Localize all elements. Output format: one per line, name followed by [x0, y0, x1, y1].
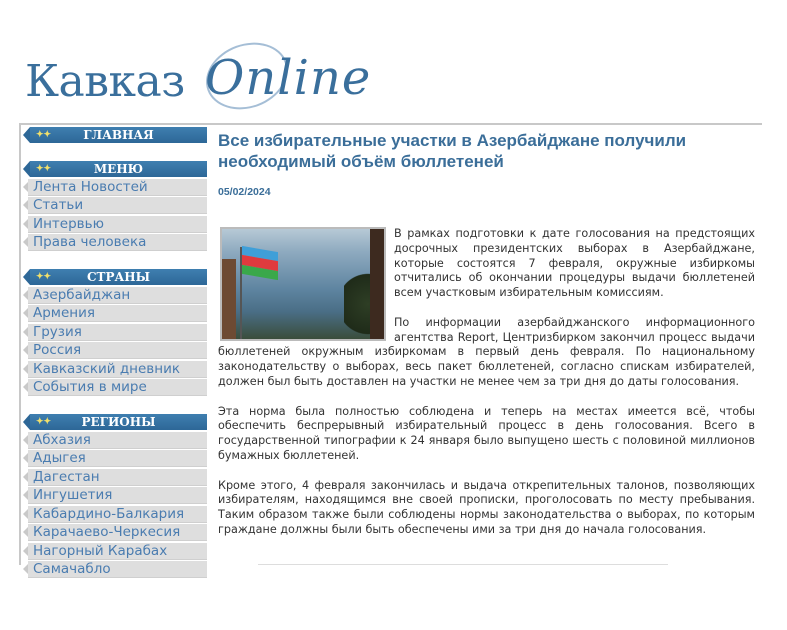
logo-text-kavkaz: Кавказ — [25, 56, 185, 107]
stars-icon: ✦✦ — [36, 130, 52, 140]
sidebar-item-armenia[interactable]: Армения — [28, 305, 207, 322]
nav-section-header-menu — [30, 161, 207, 177]
sidebar-item-ingushetia[interactable]: Ингушетия — [28, 487, 207, 504]
sidebar-item-nagorno-karabakh[interactable]: Нагорный Карабах — [28, 543, 207, 560]
sidebar-item-dagestan[interactable]: Дагестан — [28, 469, 207, 486]
sidebar-item-abkhazia[interactable]: Абхазия — [28, 432, 207, 449]
content-frame-top-border — [19, 123, 762, 125]
sidebar-item-adygea[interactable]: Адыгея — [28, 450, 207, 467]
logo-text-online: Online — [205, 50, 372, 106]
nav-home-button[interactable] — [30, 127, 207, 143]
sidebar-nav — [26, 127, 207, 578]
stars-icon: ✦✦ — [36, 417, 52, 427]
sidebar-item-samachablo[interactable]: Самачабло — [28, 561, 207, 578]
sidebar-item-articles[interactable]: Статьи — [28, 197, 207, 214]
sidebar-item-news-feed[interactable]: Лента Новостей — [28, 179, 207, 196]
sidebar-item-karachay-cherkessia[interactable]: Карачаево-Черкесия — [28, 524, 207, 541]
nav-section-header-regions — [30, 414, 207, 430]
section-title: СТРАНЫ — [86, 270, 151, 284]
sidebar-item-interviews[interactable]: Интервью — [28, 216, 207, 233]
article-date: 05/02/2024 — [218, 186, 271, 198]
article-paragraph: В рамках подготовки к дате голосования на предстоящих досрочных президентских выборах в Азербайджане, которые состоятся 7 февраля, окружные избиркомы отчитались об окончании процедуры выдачи бюллетеней всем участковым избирательным комиссиям. — [394, 227, 755, 300]
sidebar-item-world-events[interactable]: События в мире — [28, 379, 207, 396]
content-frame-left-border — [19, 123, 21, 565]
sidebar-item-russia[interactable]: Россия — [28, 342, 207, 359]
article-paragraph: Эта норма была полностью соблюдена и теперь на местах имеется всё, чтобы обеспечить беспрерывный избирательный процесс в день голосования. Всего в государственной типографии к 24 января было выпущено шесть с половиной миллионов бумажных бюллетеней. — [218, 404, 755, 462]
sidebar-item-caucasus-diary[interactable]: Кавказский дневник — [28, 361, 207, 378]
sidebar-item-azerbaijan[interactable]: Азербайджан — [28, 287, 207, 304]
article-title: Все избирательные участки в Азербайджане получили необходимый объём бюллетеней — [218, 131, 687, 171]
section-title: РЕГИОНЫ — [81, 415, 156, 429]
article-photo — [220, 227, 386, 341]
article-main — [218, 127, 758, 536]
nav-home-label: ГЛАВНАЯ — [83, 128, 154, 142]
nav-section-header-countries — [30, 269, 207, 285]
article-paragraph: Кроме этого, 4 февраля закончилась и выдача открепительных талонов, позволяющих избирателям, находящимся вне своей прописки, проголосовать по месту пребывания. Таким образом также были соблюдены нормы законодательства о выборах, по которым граждане должны были быть обеспечены ими за три дня до начала голосования. — [218, 478, 755, 536]
section-title: МЕНЮ — [93, 162, 144, 176]
article-paragraph: По информации азербайджанского информационного агентства Report, Центризбирком закончил процесс выдачи бюллетеней окружным избиркомам в первый день февраля. По национальному законодательству о выборах, весь пакет бюллетеней, согласно спискам избирателей, должен был быть доставлен на участки не менее чем за три дня до даты голосования. — [218, 315, 755, 388]
stars-icon: ✦✦ — [36, 272, 52, 282]
azerbaijan-flag-icon — [242, 246, 278, 280]
sidebar-item-georgia[interactable]: Грузия — [28, 324, 207, 341]
sidebar-item-kabardino-balkaria[interactable]: Кабардино-Балкария — [28, 506, 207, 523]
stars-icon: ✦✦ — [36, 164, 52, 174]
article-end-divider — [258, 564, 668, 565]
sidebar-item-human-rights[interactable]: Права человека — [28, 234, 207, 251]
article-body — [218, 227, 755, 553]
